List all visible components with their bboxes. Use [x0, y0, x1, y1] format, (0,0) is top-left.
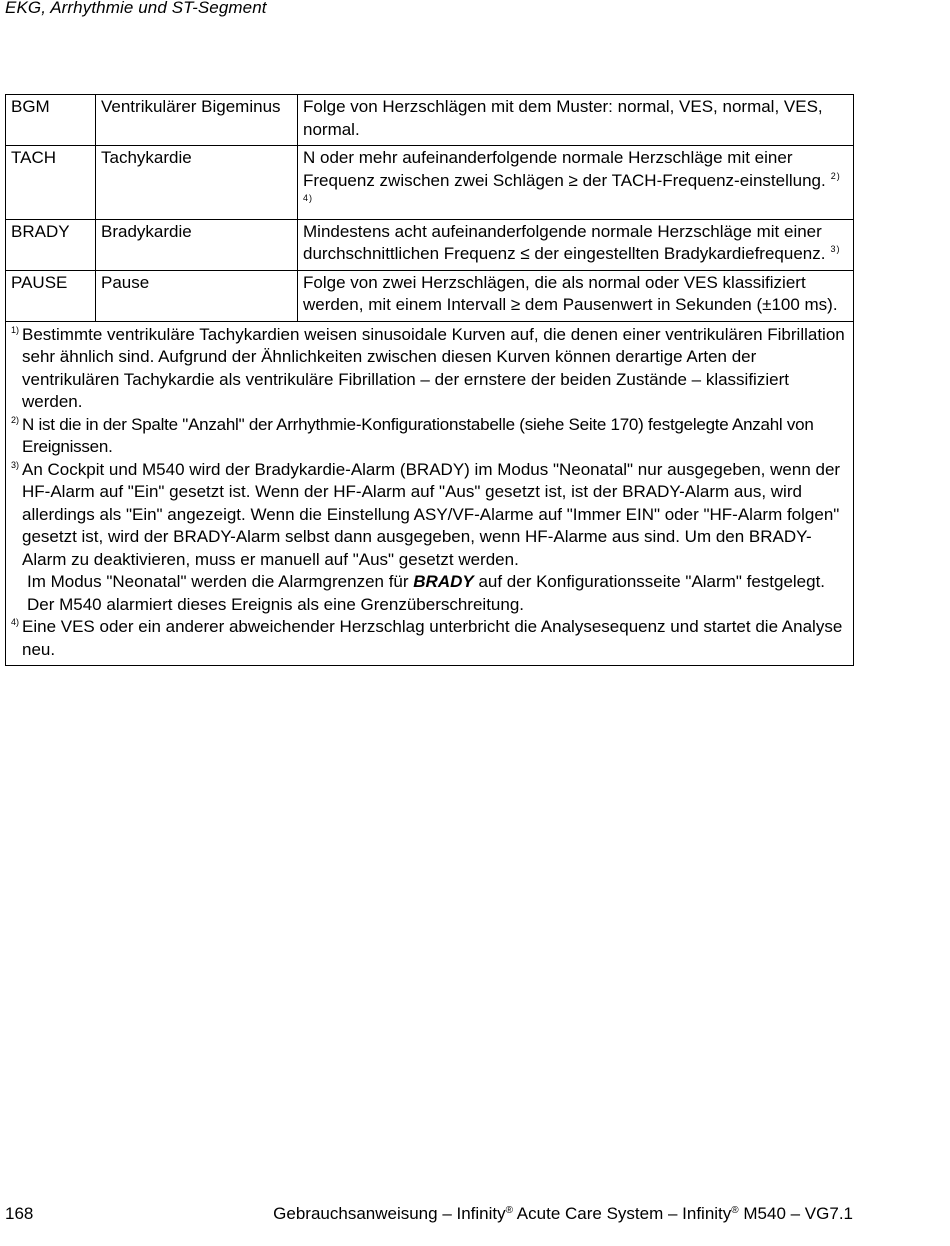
footnote-3-continuation [11, 571, 849, 616]
table-row [6, 146, 854, 220]
alarm-name: Ventrikulärer Bigeminus [96, 95, 298, 146]
title-part: M540 – VG7.1 [738, 1204, 853, 1223]
description-text: N oder mehr aufeinanderfolgende normale Herzschläge mit einer Frequenz zwischen zwei Schlägen ≥ der TACH-Frequenz-einstellung. [303, 148, 826, 190]
registered-mark: ® [505, 1205, 514, 1216]
alarm-code: BGM [6, 95, 96, 146]
arrhythmia-table [5, 94, 854, 666]
page-number: 168 [5, 1204, 34, 1223]
continuation-text: Im Modus "Neonatal" werden die Alarmgrenzen für [27, 572, 414, 591]
footnote-marker: 3) [11, 459, 20, 470]
alarm-code: BRADY [6, 219, 96, 270]
document-title [273, 1204, 853, 1224]
description-text: Folge von Herzschlägen mit dem Muster: normal, VES, normal, VES, normal. [303, 97, 823, 139]
footnote-4 [11, 616, 849, 661]
description-text: Mindestens acht aufeinanderfolgende normale Herzschläge mit einer durchschnittlichen Frequenz ≤ der eingestellten Bradykardiefrequenz. [303, 221, 826, 263]
continuation-text: auf der Konfigurationsseite "Alarm" festgelegt. Der M540 alarmiert dieses Ereignis als eine Grenzüberschreitung. [27, 572, 826, 614]
footnote-reference: 2) 4) [303, 170, 841, 203]
footnote-marker: 1) [11, 324, 20, 335]
title-part: Gebrauchsanweisung – Infinity [273, 1204, 506, 1223]
alarm-description [298, 146, 854, 220]
footnotes-row [6, 321, 854, 666]
footnote-marker: 2) [11, 414, 20, 425]
footnote-2 [11, 414, 849, 459]
footnote-text: N ist die in der Spalte "Anzahl" der Arrhythmie-Konfigurationstabelle (siehe Seite 170) festgelegte Anzahl von Ereignissen. [22, 414, 814, 456]
footnote-text: Eine VES oder ein anderer abweichender Herzschlag unterbricht die Analysesequenz und startet die Analyse neu. [22, 617, 843, 659]
footnote-marker: 4) [11, 617, 20, 627]
footnotes [6, 321, 854, 666]
footnote-1 [11, 324, 849, 414]
footnote-3 [11, 459, 849, 572]
footnote-text: An Cockpit und M540 wird der Bradykardie-Alarm (BRADY) im Modus "Neonatal" nur ausgegeben, wenn der HF-Alarm auf "Ein" gesetzt ist. Wenn der HF-Alarm auf "Aus" gesetzt ist, ist der BRADY-Alarm aus, wird allerdings als "Ein" angezeigt. Wenn die Einstellung ASY/VF-Alarme auf "Immer EIN" oder "HF-Alarm folgen" gesetzt ist, wird der BRADY-Alarm selbst dann ausgegeben, wenn HF-Alarme aus sind. Um den BRADY-Alarm zu deaktivieren, muss er manuell auf "Aus" gesetzt werden. [22, 459, 841, 569]
continuation-emphasis: BRADY [413, 572, 474, 591]
table-row [6, 270, 854, 321]
title-part: Acute Care System – Infinity [513, 1204, 732, 1223]
alarm-code: TACH [6, 146, 96, 220]
footnote-reference: 3) [830, 244, 841, 254]
table-row [6, 95, 854, 146]
table-row [6, 219, 854, 270]
running-header: EKG, Arrhythmie und ST-Segment [5, 0, 267, 17]
alarm-code: PAUSE [6, 270, 96, 321]
footnote-text: Bestimmte ventrikuläre Tachykardien weisen sinusoidale Kurven auf, die denen einer ventrikulären Fibrillation sehr ähnlich sind. Aufgrund der Ähnlichkeiten zwischen diesen Kurven können derartige Arten der ventrikulären Tachykardie als ventrikuläre Fibrillation – der ernstere der beiden Zustände – klassifiziert werden. [22, 324, 845, 411]
alarm-name: Pause [96, 270, 298, 321]
alarm-description [298, 95, 854, 146]
description-text: Folge von zwei Herzschlägen, die als normal oder VES klassifiziert werden, mit einem Intervall ≥ dem Pausenwert in Sekunden (±100 ms). [303, 272, 838, 314]
alarm-description [298, 219, 854, 270]
page-footer [5, 1204, 853, 1224]
alarm-name: Bradykardie [96, 219, 298, 270]
registered-mark: ® [731, 1205, 739, 1216]
alarm-description [298, 270, 854, 321]
alarm-name: Tachykardie [96, 146, 298, 220]
